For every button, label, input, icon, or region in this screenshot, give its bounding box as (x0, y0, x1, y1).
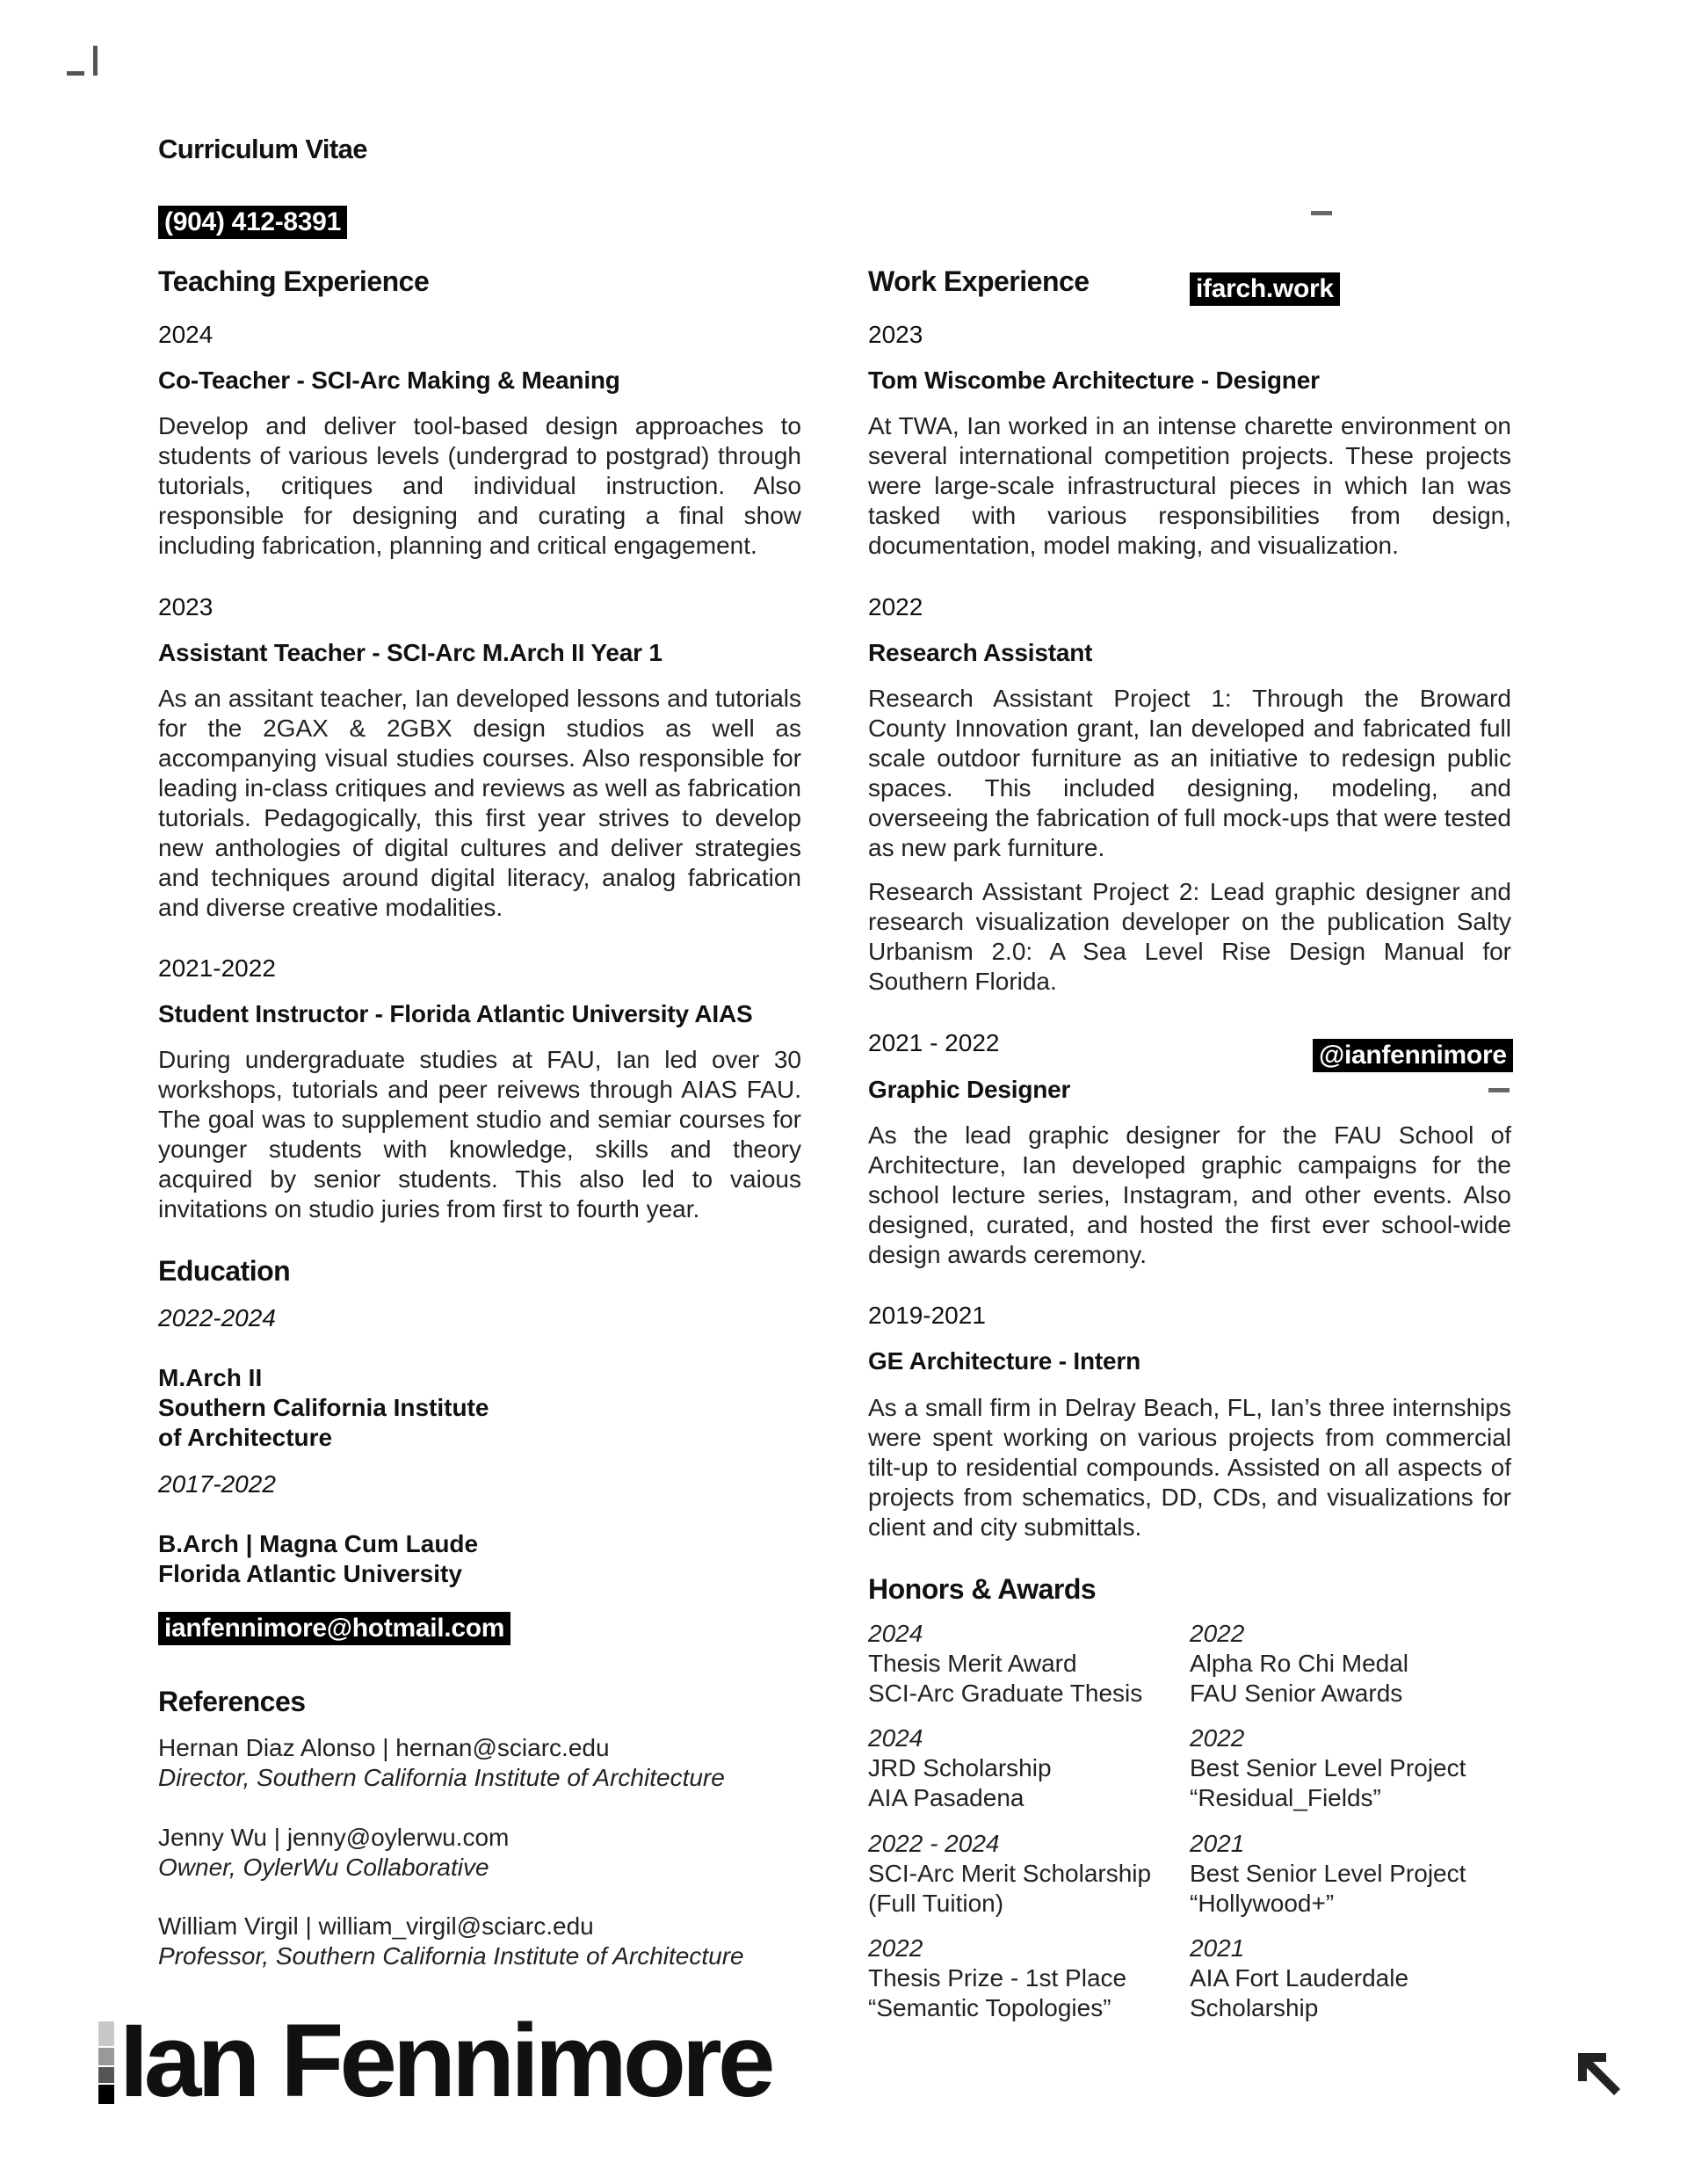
award-year: 2022 - 2024 (868, 1830, 1000, 1857)
arrow-up-left-icon[interactable] (1575, 2050, 1624, 2099)
name-wordmark: Ian Fennimore (119, 2003, 771, 2119)
teaching-description: As an assitant teacher, Ian developed lessons and tutorials for the 2GAX & 2GBX design studios as well as accompanying visual studies courses. Also responsible for leading in-class critiques and reviews as well as fabrication tutorials. Pedagogically, this first year strives to develop new anthologies of digital cultures and deliver strategies and techniques around digital literacy, analog fabrication and diverse creative modalities. (158, 685, 801, 921)
work-year: 2021 - 2022 (868, 1029, 1000, 1056)
reference-contact: Jenny Wu | jenny@oylerwu.com (158, 1824, 510, 1851)
gradient-bars-icon (98, 2021, 114, 2104)
award-name: Thesis Merit Award (868, 1650, 1077, 1677)
degree-line: M.Arch II (158, 1364, 263, 1391)
teaching-role: Assistant Teacher - SCI-Arc M.Arch II Year 1 (158, 639, 662, 666)
website-tag[interactable]: ifarch.work (1190, 272, 1340, 306)
teaching-description: Develop and deliver tool-based design approaches to students of various levels (undergrad to postgrad) through tutorials, critiques and individual instruction. Also responsible for designing and curating a final show including fabrication, planning and critical engagement. (158, 412, 801, 559)
award-name: Thesis Prize - 1st Place (868, 1964, 1127, 1992)
work-description: At TWA, Ian worked in an intense charette environment on several international competition projects. These projects were large-scale infrastructural pieces in which Ian was tasked with various responsibilities from design, documentation, model making, and visualization. (868, 412, 1511, 559)
award-detail: “Semantic Topologies” (868, 1994, 1111, 2021)
reference-title: Professor, Southern California Institute of Architecture (158, 1942, 744, 1970)
award-detail: SCI-Arc Graduate Thesis (868, 1680, 1143, 1707)
reference-title: Director, Southern California Institute of Architecture (158, 1764, 725, 1791)
award-detail: (Full Tuition) (868, 1890, 1004, 1917)
corner-bracket-icon (67, 46, 98, 76)
award-year: 2022 (1190, 1724, 1245, 1752)
work-year: 2023 (868, 321, 923, 348)
award-year: 2024 (868, 1724, 923, 1752)
award-name: JRD Scholarship (868, 1754, 1052, 1781)
work-role: Research Assistant (868, 639, 1093, 666)
teaching-role: Student Instructor - Florida Atlantic University AIAS (158, 1000, 753, 1027)
work-role: GE Architecture - Intern (868, 1347, 1140, 1375)
work-heading: Work Experience (868, 265, 1090, 297)
teaching-year: 2023 (158, 593, 214, 620)
honors-heading: Honors & Awards (868, 1573, 1097, 1605)
award-year: 2022 (868, 1934, 923, 1962)
award-year: 2022 (1190, 1620, 1245, 1647)
email-tag[interactable]: ianfennimore@hotmail.com (158, 1612, 510, 1645)
teaching-role: Co-Teacher - SCI-Arc Making & Meaning (158, 366, 620, 394)
award-detail: FAU Senior Awards (1190, 1680, 1403, 1707)
award-year: 2024 (868, 1620, 923, 1647)
education-years: 2022-2024 (158, 1304, 276, 1331)
dash-mark (1488, 1088, 1510, 1092)
award-name: Best Senior Level Project (1190, 1860, 1466, 1887)
education-heading: Education (158, 1255, 291, 1287)
degree-line: B.Arch | Magna Cum Laude (158, 1530, 479, 1557)
award-name: AIA Fort Lauderdale (1190, 1964, 1409, 1992)
work-description: As a small firm in Delray Beach, FL, Ian’s three internships were spent working on various projects from commercial tilt-up to residential compounds. Assisted on all aspects of projects from schematics, DD, CDs, and visualizations for client and city submittals. (868, 1394, 1511, 1541)
work-role: Tom Wiscombe Architecture - Designer (868, 366, 1320, 394)
teaching-description: During undergraduate studies at FAU, Ian led over 30 workshops, tutorials and peer reivews through AIAS FAU. The goal was to supplement studio and semiar courses for younger students with knowledge, skills and theory acquired by senior students. This also led to vaious invitations on studio juries from first to fourth year. (158, 1046, 801, 1223)
education-years: 2017-2022 (158, 1470, 276, 1498)
award-detail: “Hollywood+” (1190, 1890, 1335, 1917)
school-line: Florida Atlantic University (158, 1560, 462, 1587)
award-name: Alpha Ro Chi Medal (1190, 1650, 1409, 1677)
work-role: Graphic Designer (868, 1076, 1071, 1103)
reference-contact: Hernan Diaz Alonso | hernan@sciarc.edu (158, 1734, 610, 1761)
award-year: 2021 (1190, 1934, 1245, 1962)
handle-tag[interactable]: @ianfennimore (1313, 1039, 1513, 1072)
phone-tag: (904) 412-8391 (158, 206, 347, 239)
references-heading: References (158, 1686, 306, 1717)
award-name: Best Senior Level Project (1190, 1754, 1466, 1781)
reference-contact: William Virgil | william_virgil@sciarc.edu (158, 1912, 594, 1940)
school-line: of Architecture (158, 1424, 333, 1451)
work-year: 2019-2021 (868, 1302, 986, 1329)
work-description: Research Assistant Project 1: Through the Broward County Innovation grant, Ian developed and fabricated full scale outdoor furniture as an initiative to redesign public spaces. This included designing, modeling, and overseeing the fabrication of full mock-ups that were tested as new park furniture. (868, 685, 1511, 861)
teaching-year: 2024 (158, 321, 214, 348)
work-description: As the lead graphic designer for the FAU School of Architecture, Ian developed graphic campaigns for the school lecture series, Instagram, and other events. Also designed, curated, and hosted the first ever school-wide design awards ceremony. (868, 1121, 1511, 1268)
dash-mark (1311, 211, 1332, 215)
award-year: 2021 (1190, 1830, 1245, 1857)
work-year: 2022 (868, 593, 923, 620)
award-name: SCI-Arc Merit Scholarship (868, 1860, 1152, 1887)
work-description: Research Assistant Project 2: Lead graphic designer and research visualization developer on the publication Salty Urbanism 2.0: A Sea Level Rise Design Manual for Southern Florida. (868, 878, 1511, 995)
page-title: Curriculum Vitae (158, 134, 367, 164)
teaching-heading: Teaching Experience (158, 265, 430, 297)
teaching-year: 2021-2022 (158, 954, 276, 982)
award-detail: Scholarship (1190, 1994, 1319, 2021)
school-line: Southern California Institute (158, 1394, 489, 1421)
award-detail: “Residual_Fields” (1190, 1784, 1381, 1811)
reference-title: Owner, OylerWu Collaborative (158, 1854, 489, 1881)
award-detail: AIA Pasadena (868, 1784, 1025, 1811)
